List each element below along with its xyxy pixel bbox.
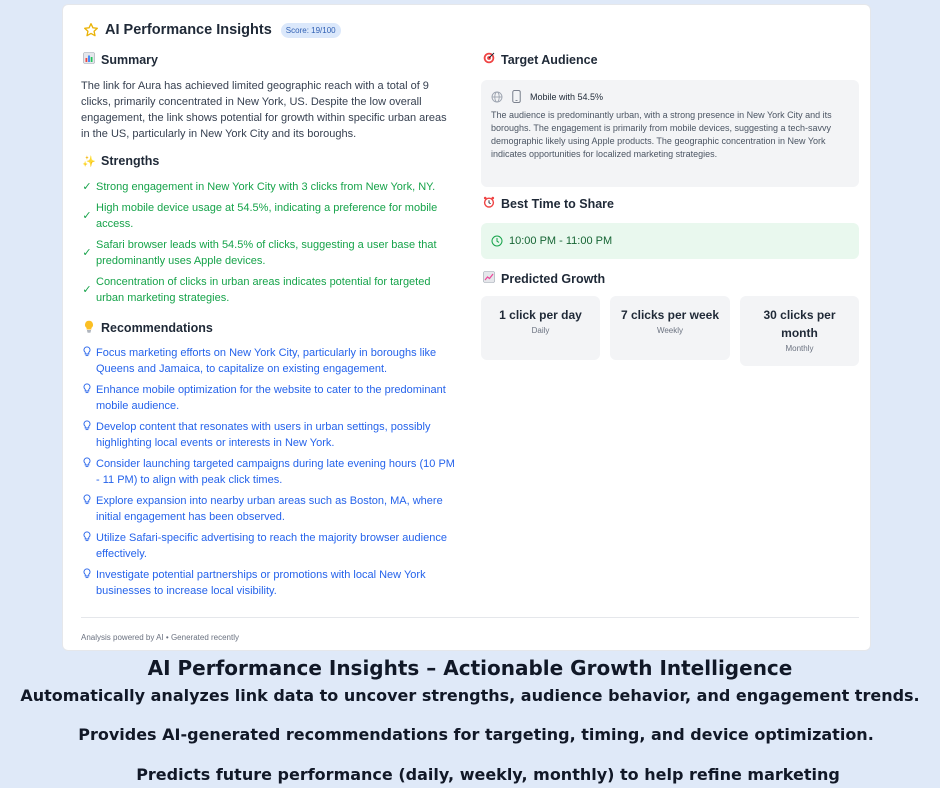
strengths-heading: ✨ Strengths xyxy=(82,154,160,168)
caption-line-3: Predicts future performance (daily, weekly, monthly) to help refine marketing xyxy=(136,765,840,784)
footer-note: Analysis powered by AI • Generated recently xyxy=(81,633,239,642)
list-item: Explore expansion into nearby urban areas such as Boston, MA, where initial engagement has been observed. xyxy=(81,493,459,525)
lightbulb-outline-icon xyxy=(81,345,93,377)
list-item: Consider launching targeted campaigns during late evening hours (10 PM - 11 PM) to align with peak click times. xyxy=(81,456,459,488)
list-item: ✓ Strong engagement in New York City with 3 clicks from New York, NY. xyxy=(82,181,436,193)
audience-device: Mobile with 54.5% xyxy=(530,91,604,102)
growth-card-daily xyxy=(481,296,600,360)
insights-card xyxy=(62,4,871,651)
growth-value: 7 clicks per week xyxy=(620,308,720,322)
strengths-list xyxy=(81,179,459,311)
trend-chart-icon xyxy=(482,271,496,286)
best-time-heading: Best Time to Share xyxy=(482,196,614,211)
growth-card-weekly xyxy=(610,296,730,360)
list-item: Focus marketing efforts on New York City, particularly in boroughs like Queens and Jamaica, to capitalize on existing engagement. xyxy=(81,345,459,377)
audience-description: The audience is predominantly urban, with a strong presence in New York City and its boroughs. The engagement is primarily from mobile devices, suggesting a tech-savvy demographic likely using Apple products. The geographic concentration in New York indicates opportunities for localized marketing strategies. xyxy=(491,110,832,159)
sparkles-icon: ✨ xyxy=(82,155,96,168)
growth-label: Monthly xyxy=(785,344,814,353)
check-icon: ✓ xyxy=(82,247,92,259)
summary-text: The link for Aura has achieved limited geographic reach with a total of 9 clicks, primarily concentrated in New York, US. Despite the low overall engagement, the link shows potential for growth within specific urban areas in the US, particularly in New York City and its boroughs. xyxy=(81,80,447,140)
bar-chart-icon xyxy=(82,52,96,67)
growth-value: 1 click per day xyxy=(499,308,582,322)
alarm-clock-icon xyxy=(482,196,496,211)
lightbulb-icon xyxy=(82,320,96,336)
check-icon: ✓ xyxy=(82,210,92,222)
lightbulb-outline-icon xyxy=(81,567,93,599)
list-item: Investigate potential partnerships or promotions with local New York businesses to increase local visibility. xyxy=(81,567,459,599)
growth-card-monthly xyxy=(740,296,859,366)
audience-heading: Target Audience xyxy=(482,52,598,67)
caption-line-1: Automatically analyzes link data to uncover strengths, audience behavior, and engagement trends. xyxy=(20,686,920,705)
check-icon: ✓ xyxy=(82,284,92,296)
growth-value: 30 clicks per month xyxy=(763,308,836,340)
page-title: AI Performance Insights xyxy=(105,22,272,38)
audience-device-row xyxy=(491,90,603,103)
best-time-box xyxy=(481,223,859,259)
lightbulb-outline-icon xyxy=(81,456,93,488)
caption-line-2: Provides AI-generated recommendations for targeting, timing, and device optimization. xyxy=(78,725,874,744)
recommendations-heading: Recommendations xyxy=(82,320,213,336)
lightbulb-outline-icon xyxy=(81,382,93,414)
lightbulb-outline-icon xyxy=(81,530,93,562)
check-icon: ✓ xyxy=(82,181,92,193)
star-icon xyxy=(83,22,99,38)
globe-icon xyxy=(491,91,503,103)
growth-label: Daily xyxy=(531,326,550,335)
list-item: ✓ Safari browser leads with 54.5% of clicks, suggesting a user base that predominantly uses Apple devices. xyxy=(82,239,437,267)
recommendations-list xyxy=(81,345,459,604)
growth-label: Weekly xyxy=(656,326,684,335)
list-item: Develop content that resonates with users in urban settings, possibly highlighting local events or interests in New York. xyxy=(81,419,459,451)
growth-heading: Predicted Growth xyxy=(482,271,605,286)
list-item: ✓ Concentration of clicks in urban areas indicates potential for targeted urban marketing strategies. xyxy=(82,276,431,304)
list-item: Enhance mobile optimization for the website to cater to the predominant mobile audience. xyxy=(81,382,459,414)
target-icon xyxy=(482,52,496,67)
divider xyxy=(81,617,859,618)
lightbulb-outline-icon xyxy=(81,493,93,525)
caption-headline: AI Performance Insights – Actionable Growth Intelligence xyxy=(147,656,793,680)
mobile-icon xyxy=(512,90,521,103)
insights-header xyxy=(83,22,341,38)
score-badge: Score: 19/100 xyxy=(281,23,341,38)
best-time-value: 10:00 PM - 11:00 PM xyxy=(509,235,613,247)
clock-icon xyxy=(491,235,503,247)
list-item: Utilize Safari-specific advertising to reach the majority browser audience effectively. xyxy=(81,530,459,562)
audience-box xyxy=(481,80,859,187)
lightbulb-outline-icon xyxy=(81,419,93,451)
list-item: ✓ High mobile device usage at 54.5%, indicating a preference for mobile access. xyxy=(82,202,438,230)
summary-heading: Summary xyxy=(82,52,158,67)
